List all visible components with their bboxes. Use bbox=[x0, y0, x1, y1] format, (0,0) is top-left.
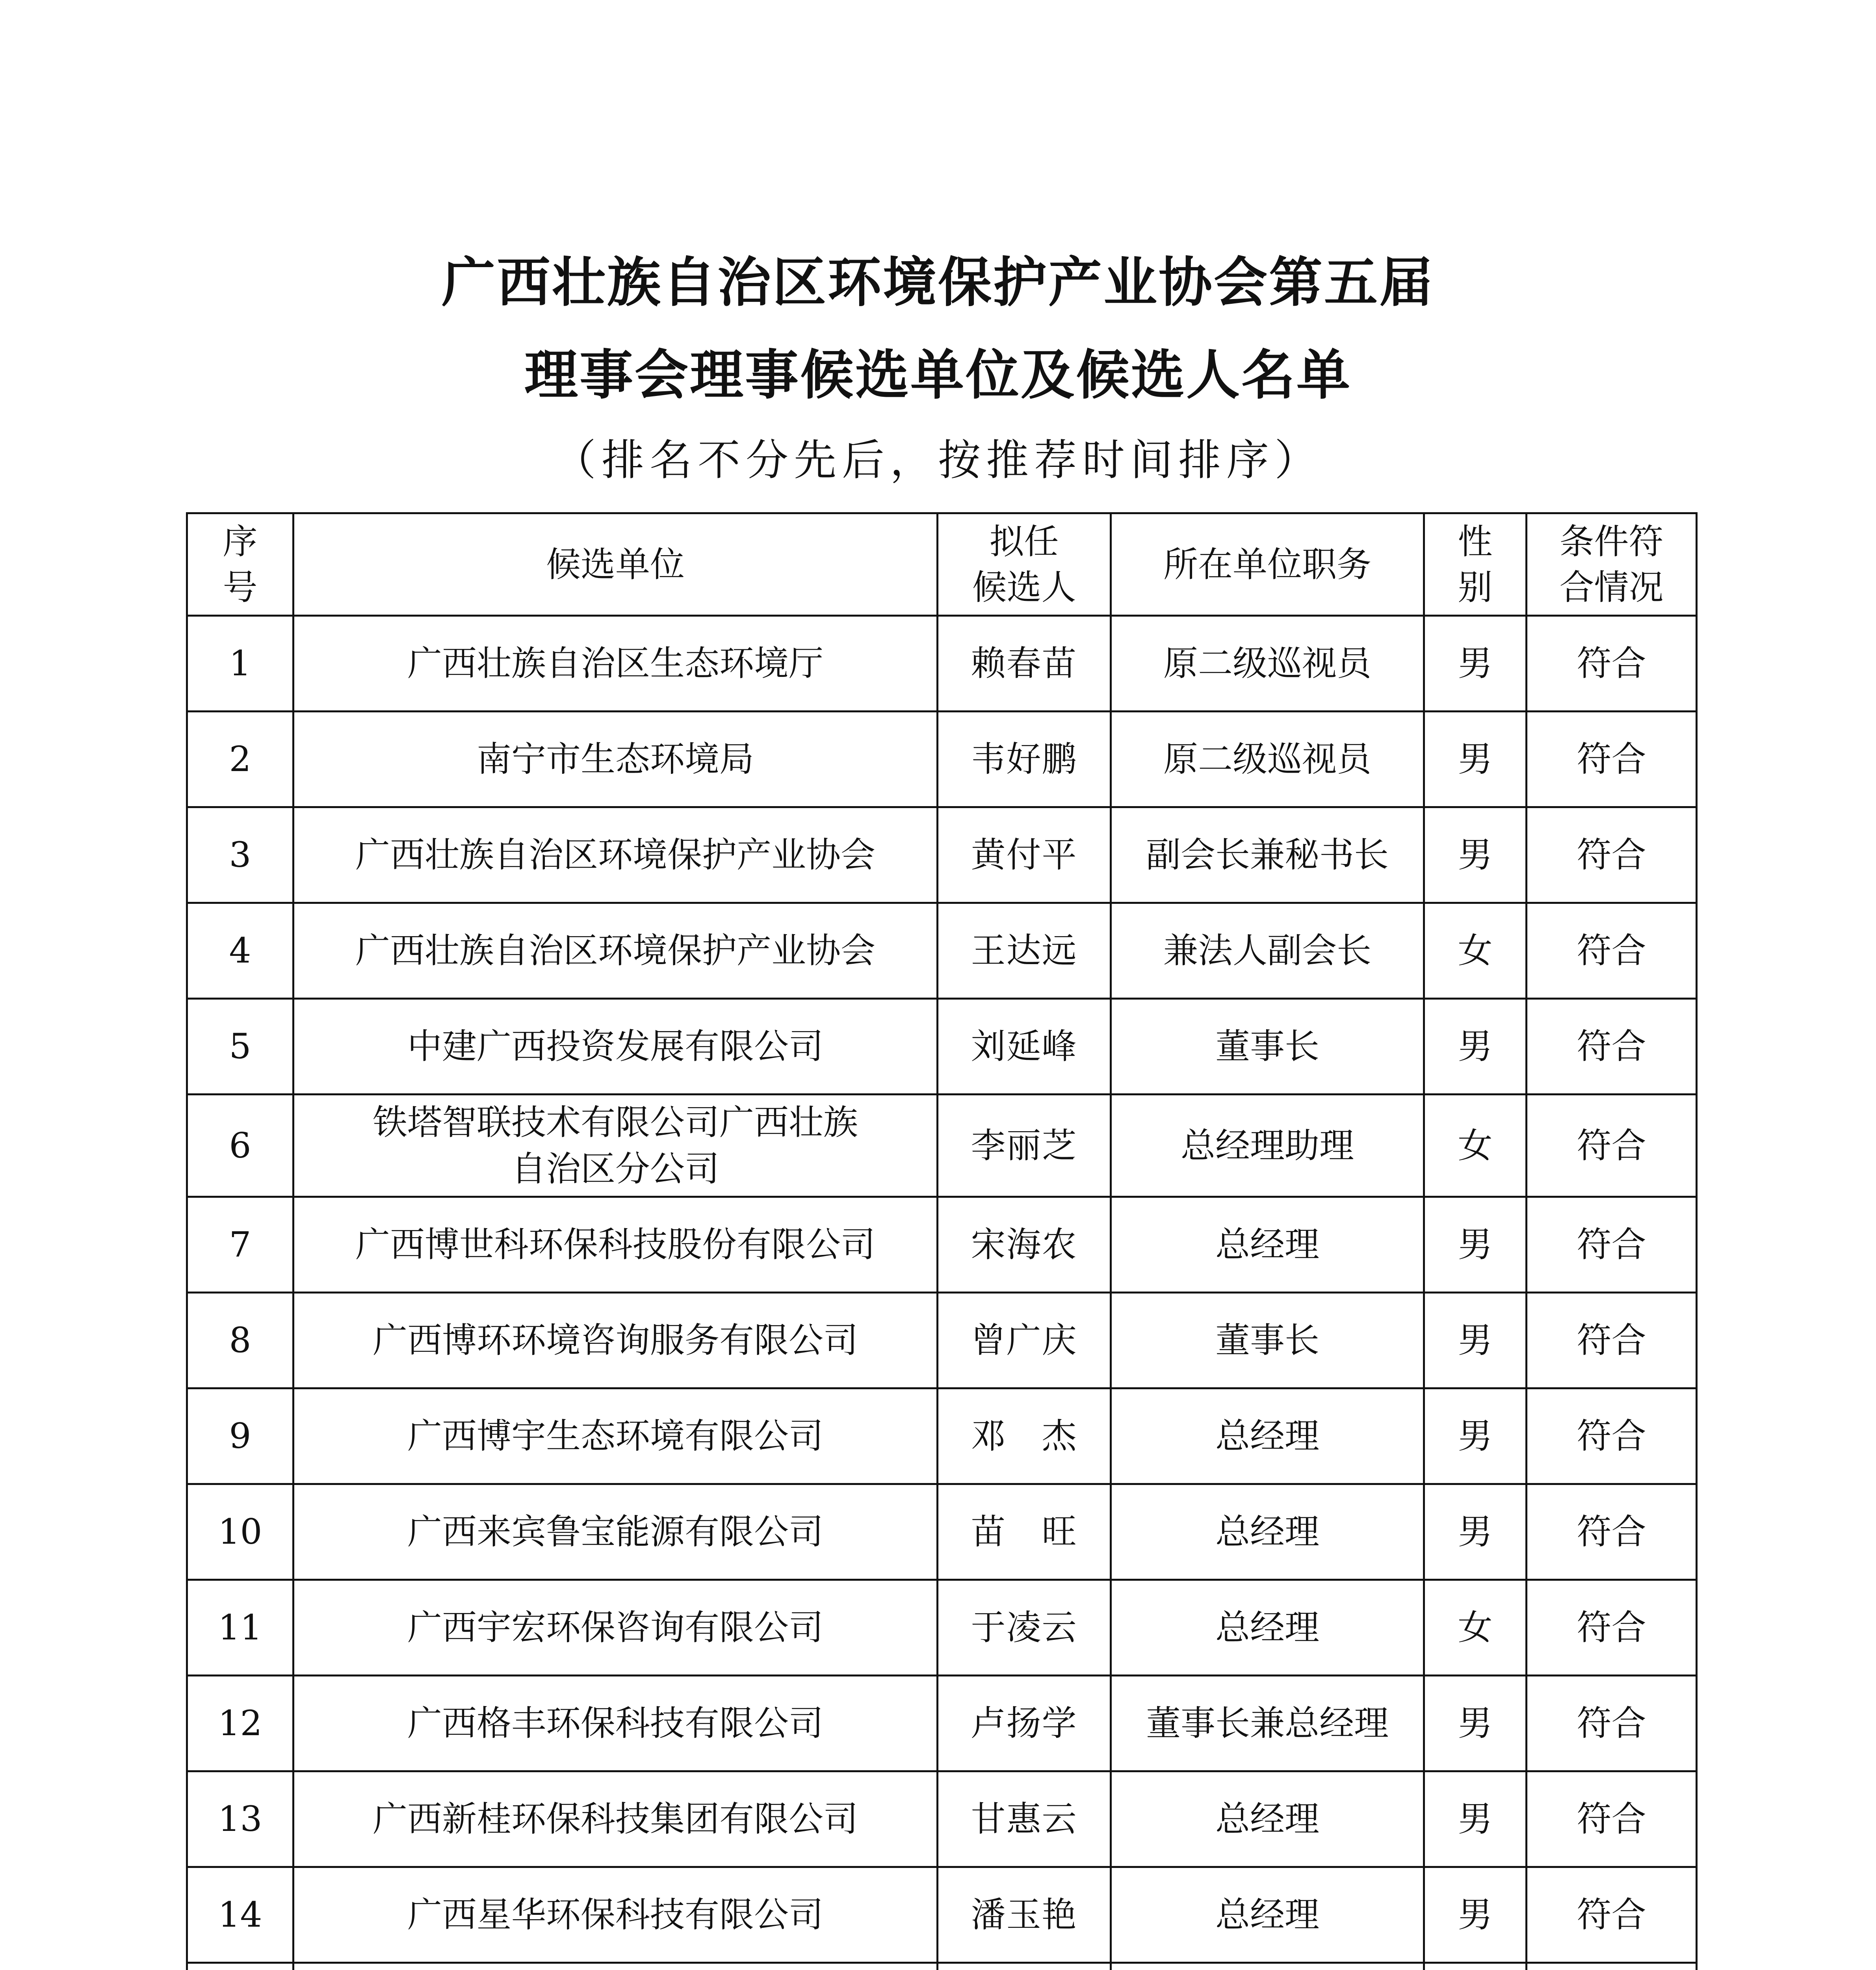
cell-qualification: 符合 bbox=[1527, 1197, 1697, 1293]
cell-candidate: 王达远 bbox=[938, 903, 1111, 999]
cell-qualification: 符合 bbox=[1527, 616, 1697, 712]
table-row bbox=[187, 903, 1697, 999]
cell-position: 总经理 bbox=[1111, 1484, 1424, 1580]
cell-position: 总经理 bbox=[1111, 1197, 1424, 1293]
cell-unit: 广西壮族自治区生态环境厅 bbox=[293, 616, 938, 712]
header-gender bbox=[1424, 513, 1527, 616]
cell-candidate: 邓 杰 bbox=[938, 1388, 1111, 1484]
cell-seq: 3 bbox=[187, 807, 293, 903]
table-row bbox=[187, 1293, 1697, 1388]
cell-qualification: 符合 bbox=[1527, 1771, 1697, 1867]
cell-position: 董事长 bbox=[1111, 1293, 1424, 1388]
table-body bbox=[187, 616, 1697, 1970]
cell-qualification: 符合 bbox=[1527, 1095, 1697, 1197]
table-header-row bbox=[187, 513, 1697, 616]
cell-candidate: 刘延峰 bbox=[938, 999, 1111, 1095]
cell-qualification: 符合 bbox=[1527, 1867, 1697, 1963]
cell-gender: 女 bbox=[1424, 1580, 1527, 1676]
cell-position bbox=[1111, 1963, 1424, 1970]
table-row bbox=[187, 1388, 1697, 1484]
cell-candidate: 黄付平 bbox=[938, 807, 1111, 903]
cell-unit: 广西新桂环保科技集团有限公司 bbox=[293, 1771, 938, 1867]
header-qualification-label: 条件符 合情况 bbox=[1559, 521, 1664, 608]
cell-unit: 广西星华环保科技有限公司 bbox=[293, 1867, 938, 1963]
header-unit bbox=[293, 513, 938, 616]
cell-gender: 男 bbox=[1424, 712, 1527, 807]
cell-position: 总经理 bbox=[1111, 1580, 1424, 1676]
cell-gender bbox=[1424, 1963, 1527, 1970]
cell-qualification: 符合 bbox=[1527, 712, 1697, 807]
document-title-line2: 理事会理事候选单位及候选人名单 bbox=[524, 344, 1352, 407]
header-candidate-label: 拟任 候选人 bbox=[972, 521, 1076, 608]
cell-unit: 广西来宾鲁宝能源有限公司 bbox=[293, 1484, 938, 1580]
cell-candidate: 宋海农 bbox=[938, 1197, 1111, 1293]
cell-position: 董事长兼总经理 bbox=[1111, 1676, 1424, 1771]
cell-position: 原二级巡视员 bbox=[1111, 712, 1424, 807]
cell-gender: 女 bbox=[1424, 1095, 1527, 1197]
cell-seq: 14 bbox=[187, 1867, 293, 1963]
cell-seq: 13 bbox=[187, 1771, 293, 1867]
cell-candidate: 苗 旺 bbox=[938, 1484, 1111, 1580]
cell-position: 兼法人副会长 bbox=[1111, 903, 1424, 999]
cell-seq: 10 bbox=[187, 1484, 293, 1580]
header-candidate bbox=[938, 513, 1111, 616]
table-row bbox=[187, 807, 1697, 903]
cell-gender: 男 bbox=[1424, 1293, 1527, 1388]
cell-candidate: 卢扬学 bbox=[938, 1676, 1111, 1771]
cell-unit: 铁塔智联技术有限公司广西壮族 自治区分公司 bbox=[293, 1095, 938, 1197]
cell-candidate: 于凌云 bbox=[938, 1580, 1111, 1676]
cell-gender: 男 bbox=[1424, 616, 1527, 712]
cell-seq: 1 bbox=[187, 616, 293, 712]
cell-gender: 男 bbox=[1424, 1388, 1527, 1484]
cell-qualification: 符合 bbox=[1527, 1580, 1697, 1676]
cell-qualification: 符合 bbox=[1527, 903, 1697, 999]
cell-seq: 2 bbox=[187, 712, 293, 807]
cell-seq: 12 bbox=[187, 1676, 293, 1771]
cell-candidate: 李丽芝 bbox=[938, 1095, 1111, 1197]
header-qualification bbox=[1527, 513, 1697, 616]
cell-position: 副会长兼秘书长 bbox=[1111, 807, 1424, 903]
cell-candidate: 曾广庆 bbox=[938, 1293, 1111, 1388]
document-subtitle: （排名不分先后，按推荐时间排序） bbox=[553, 436, 1322, 485]
table-row bbox=[187, 1963, 1697, 1970]
cell-position: 总经理 bbox=[1111, 1867, 1424, 1963]
header-position-label: 所在单位职务 bbox=[1163, 544, 1371, 585]
cell-unit: 广西博世科环保科技股份有限公司 bbox=[293, 1197, 938, 1293]
cell-unit bbox=[293, 1963, 938, 1970]
cell-candidate: 韦好鹏 bbox=[938, 712, 1111, 807]
cell-gender: 男 bbox=[1424, 1197, 1527, 1293]
table-row bbox=[187, 1771, 1697, 1867]
candidate-table bbox=[186, 512, 1698, 1970]
cell-position: 原二级巡视员 bbox=[1111, 616, 1424, 712]
cell-unit: 中建广西投资发展有限公司 bbox=[293, 999, 938, 1095]
cell-unit: 广西格丰环保科技有限公司 bbox=[293, 1676, 938, 1771]
cell-seq: 11 bbox=[187, 1580, 293, 1676]
cell-qualification: 符合 bbox=[1527, 1676, 1697, 1771]
cell-qualification: 符合 bbox=[1527, 807, 1697, 903]
cell-gender: 男 bbox=[1424, 1771, 1527, 1867]
header-seq bbox=[187, 513, 293, 616]
cell-qualification: 符合 bbox=[1527, 1293, 1697, 1388]
table-row bbox=[187, 1867, 1697, 1963]
table-row bbox=[187, 1676, 1697, 1771]
cell-qualification bbox=[1527, 1963, 1697, 1970]
cell-unit: 广西博宇生态环境有限公司 bbox=[293, 1388, 938, 1484]
cell-gender: 女 bbox=[1424, 903, 1527, 999]
table-row bbox=[187, 1197, 1697, 1293]
cell-seq: 6 bbox=[187, 1095, 293, 1197]
table-row bbox=[187, 712, 1697, 807]
cell-position: 总经理助理 bbox=[1111, 1095, 1424, 1197]
cell-unit: 南宁市生态环境局 bbox=[293, 712, 938, 807]
cell-seq bbox=[187, 1963, 293, 1970]
cell-seq: 4 bbox=[187, 903, 293, 999]
cell-candidate: 甘惠云 bbox=[938, 1771, 1111, 1867]
table-row bbox=[187, 1484, 1697, 1580]
cell-position: 总经理 bbox=[1111, 1388, 1424, 1484]
header-position bbox=[1111, 513, 1424, 616]
cell-seq: 8 bbox=[187, 1293, 293, 1388]
table-row bbox=[187, 1580, 1697, 1676]
cell-seq: 5 bbox=[187, 999, 293, 1095]
cell-gender: 男 bbox=[1424, 807, 1527, 903]
cell-unit: 广西博环环境咨询服务有限公司 bbox=[293, 1293, 938, 1388]
table-row bbox=[187, 1095, 1697, 1197]
table-row bbox=[187, 999, 1697, 1095]
cell-candidate: 赖春苗 bbox=[938, 616, 1111, 712]
cell-gender: 男 bbox=[1424, 1867, 1527, 1963]
cell-qualification: 符合 bbox=[1527, 999, 1697, 1095]
cell-gender: 男 bbox=[1424, 999, 1527, 1095]
cell-seq: 7 bbox=[187, 1197, 293, 1293]
cell-position: 董事长 bbox=[1111, 999, 1424, 1095]
header-unit-label: 候选单位 bbox=[546, 544, 685, 585]
cell-unit: 广西壮族自治区环境保护产业协会 bbox=[293, 903, 938, 999]
cell-candidate bbox=[938, 1963, 1111, 1970]
cell-candidate: 潘玉艳 bbox=[938, 1867, 1111, 1963]
table-row bbox=[187, 616, 1697, 712]
header-seq-label: 序 号 bbox=[223, 521, 258, 608]
cell-unit: 广西宇宏环保咨询有限公司 bbox=[293, 1580, 938, 1676]
cell-seq: 9 bbox=[187, 1388, 293, 1484]
cell-qualification: 符合 bbox=[1527, 1388, 1697, 1484]
cell-qualification: 符合 bbox=[1527, 1484, 1697, 1580]
header-gender-label: 性 别 bbox=[1458, 521, 1493, 608]
cell-position: 总经理 bbox=[1111, 1771, 1424, 1867]
cell-unit: 广西壮族自治区环境保护产业协会 bbox=[293, 807, 938, 903]
document-title-line1: 广西壮族自治区环境保护产业协会第五届 bbox=[442, 252, 1434, 314]
cell-gender: 男 bbox=[1424, 1484, 1527, 1580]
cell-gender: 男 bbox=[1424, 1676, 1527, 1771]
